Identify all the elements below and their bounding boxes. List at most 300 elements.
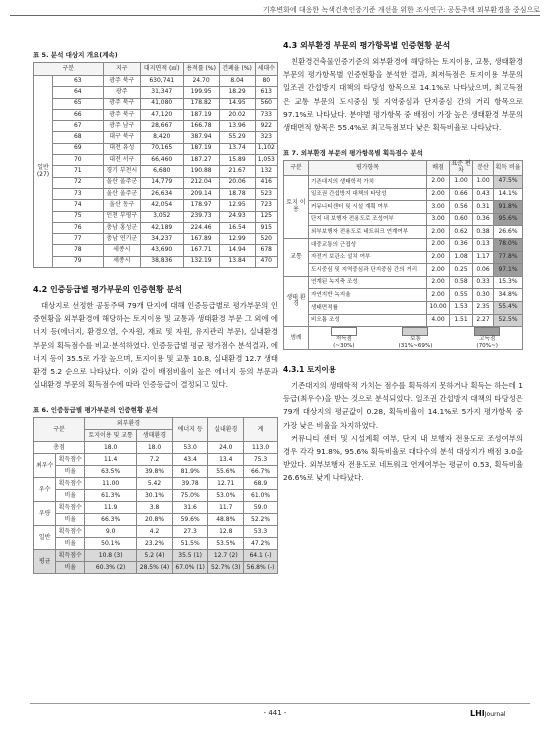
t5-cell: 16.54 [219, 222, 255, 233]
t5-cell: 74 [53, 200, 104, 211]
table5 [33, 62, 278, 268]
t5-cell: 13.74 [219, 143, 255, 154]
t5-cell: 78 [53, 245, 104, 256]
t5-cell: 209.14 [183, 188, 219, 199]
t5-cell: 울산 울주군 [103, 177, 140, 188]
t5-cell: 76 [53, 222, 104, 233]
t5-cell: 울산 울주군 [103, 188, 140, 199]
t7-item-cell: 비오톱 조성 [309, 314, 427, 327]
t6-cell: 59.0 [244, 502, 278, 514]
t7-cell: 34.8% [494, 289, 523, 302]
t5-cell: 178.97 [183, 200, 219, 211]
t5-row [34, 166, 278, 177]
t5-cell: 63 [53, 76, 104, 87]
logo-sub: Journal [484, 711, 506, 718]
t7-cell: 0.30 [473, 289, 494, 302]
t6-total-cell: 113.0 [244, 442, 278, 454]
t7-cell: 2.00 [427, 251, 450, 264]
t6-total-cell: 18.0 [137, 442, 173, 454]
t7-row [284, 176, 523, 189]
t5-cell: 경기 부천시 [103, 166, 140, 177]
t5-cell: 24.70 [183, 76, 219, 87]
t5-cell: 38,836 [140, 256, 183, 267]
t5-cell: 166.78 [183, 121, 219, 132]
t6-cell: 47.2% [244, 538, 278, 550]
t7-row [284, 264, 523, 277]
t7-header-ratio: 획득 비율 [494, 161, 523, 176]
t6-row [34, 514, 278, 526]
t5-cell: 20.06 [219, 177, 255, 188]
t5-row [34, 211, 278, 222]
t6-cell: 비율 [56, 562, 85, 574]
t5-header-site-area: 대지면적 (㎡) [140, 63, 183, 76]
t6-cell: 66.7% [244, 466, 278, 478]
t7-cell: 95.6% [494, 213, 523, 226]
t5-cell: 13.84 [219, 256, 255, 267]
section42-title: 4.2 인증등급별 평가부문의 인증현황 분석 [33, 285, 182, 295]
t7-cell: 0.62 [450, 226, 473, 239]
t6-row [34, 490, 278, 502]
t5-cell: 세종시 [103, 256, 140, 267]
t7-cell: 52.5% [494, 314, 523, 327]
t7-row [284, 251, 523, 264]
t5-cell: 67 [53, 121, 104, 132]
t7-cell: 1.51 [450, 314, 473, 327]
t5-cell: 8,420 [140, 132, 183, 143]
t6-cell: 4.2 [137, 526, 173, 538]
t5-cell: 42,054 [140, 200, 183, 211]
section431-body2: 커뮤니티 센터 및 시설계획 여부, 단지 내 보행자 전용도로 조성여부의 경우 각각 91.8%, 95.6% 획득비율로 대다수의 분석 대상지가 배점 3.0을 받았다. 외부보행자 전용도로 네트워크 연계여부는 평균이 0.53, 획득비율 26.6%로 낮게 나타났다. [283, 433, 523, 483]
t5-cell: 70 [53, 155, 104, 166]
t7-row [284, 226, 523, 239]
t5-cell: 6,680 [140, 166, 183, 177]
t7-cell: 55.4% [494, 301, 523, 314]
t6-group-label: 일반 [34, 526, 56, 550]
footer-rule [30, 703, 530, 704]
t7-cell: 0.33 [473, 276, 494, 289]
section42-body: 대상지로 선정한 공동주택 79개 단지에 대해 인증등급별로 평가부문의 인증현황을 외부환경에 해당하는 토지이용 및 교통과 생태환경 부문 그 외에 에너지 등(에너지, 환경오염, 수자원, 재료 및 자원, 유지관리 부문), 실내환경 부문의 획득점수를 비교·분석하였다. 인증등급별 평균 평가점수 분석결과, 에너지 등이 35.5로 가장 높으며, 토지이용 및 교통 10.8, 실내환경 12.7 생태환경 5.2 순으로 나타났다. 이와 같이 배점비율이 높은 에너지 등의 부문과 실내환경 부문의 획득점수에 따라 인증등급이 결정되고 있다. [33, 301, 278, 390]
t7-cell: 2.00 [427, 226, 450, 239]
t7-cell: 0.36 [450, 238, 473, 251]
t6-header-land-use: 토지이용 및 교통 [85, 430, 137, 442]
t6-row [34, 562, 278, 574]
t6-header-indoor: 실내환경 [208, 418, 244, 442]
t5-cell: 18.78 [219, 188, 255, 199]
t6-cell: 획득점수 [56, 454, 85, 466]
t6-cell: 28.5% (4) [137, 562, 173, 574]
t6-cell: 12.7 (2) [208, 550, 244, 562]
t5-cell: 77 [53, 234, 104, 245]
t6-cell: 61.0% [244, 490, 278, 502]
t5-cell: 충남 홍성군 [103, 222, 140, 233]
t5-cell: 80 [255, 76, 277, 87]
t7-cell: 2.00 [427, 176, 450, 189]
t5-cell: 66,460 [140, 155, 183, 166]
t5-cell: 14.94 [219, 245, 255, 256]
t7-cell: 97.1% [494, 264, 523, 277]
legend-high-range: (70%~) [476, 342, 498, 349]
t5-cell: 42,189 [140, 222, 183, 233]
t6-header-category: 구분 [34, 418, 85, 442]
t6-cell: 27.3 [172, 526, 208, 538]
t6-row [34, 478, 278, 490]
t7-row [284, 301, 523, 314]
t7-cell: 0.25 [450, 264, 473, 277]
t7-cell: 3.00 [427, 201, 450, 214]
t6-cell: 81.9% [172, 466, 208, 478]
t6-cell: 64.1 (-) [244, 550, 278, 562]
t6-cell: 39.8% [137, 466, 173, 478]
t7-cell: 10.00 [427, 301, 450, 314]
t5-row [34, 200, 278, 211]
t7-item-cell: 커뮤니티센터 및 시설 계획 여부 [309, 201, 427, 214]
t7-cell: 2.35 [473, 301, 494, 314]
t6-header-energy: 에너지 등 [172, 418, 208, 442]
t7-cell: 1.00 [473, 176, 494, 189]
t6-cell: 75.0% [172, 490, 208, 502]
t6-cell: 53.0% [208, 490, 244, 502]
t6-cell: 66.3% [85, 514, 137, 526]
t7-cell: 0.31 [473, 201, 494, 214]
t6-cell: 12.8 [208, 526, 244, 538]
t6-row [34, 538, 278, 550]
t7-header-category: 구분 [284, 161, 309, 176]
t5-cell: 12.95 [219, 200, 255, 211]
t6-cell: 11.9 [85, 502, 137, 514]
t5-cell: 66 [53, 109, 104, 120]
t6-cell: 52.7% (3) [208, 562, 244, 574]
t5-cell: 15.89 [219, 155, 255, 166]
t5-cell: 65 [53, 98, 104, 109]
t5-cell: 523 [255, 188, 277, 199]
t5-cell: 21.67 [219, 166, 255, 177]
t7-cell: 1.53 [450, 301, 473, 314]
t6-cell: 43.4 [172, 454, 208, 466]
t7-group-label: 교통 [284, 238, 309, 276]
t6-cell: 56.8% (-) [244, 562, 278, 574]
t7-cell: 0.36 [473, 213, 494, 226]
t6-cell: 7.2 [137, 454, 173, 466]
t6-total-row [34, 442, 278, 454]
t5-cell: 187.19 [183, 143, 219, 154]
t7-cell: 26.6% [494, 226, 523, 239]
t6-cell: 60.3% (2) [85, 562, 137, 574]
t6-cell: 52.2% [244, 514, 278, 526]
t7-legend-cell [309, 327, 523, 350]
section43-body: 친환경건축물인증기준의 외부환경에 해당하는 토지이용, 교통, 생태환경 부문의 평가항목별 인증현황을 분석한 결과, 최저득점은 토지이용 부문의 일조권 간섭방지 대책의 타당성 항목으로 14.1%로 나타났으며, 최고득점은 교통 부문의 도시중심 및 지역중심과 단지중심 간의 거리 항목으로 97.1%로 나타났다. 분야별 평가항목 중 배점이 가장 높은 생태환경 부문의 생태면적 항목은 55.4%로 최고득점보다 낮은 획득비율로 나타났다. [283, 57, 523, 133]
t5-cell: 323 [255, 132, 277, 143]
t7-cell: 14.1% [494, 188, 523, 201]
t6-group-label: 평균 [34, 550, 56, 574]
t5-cell: 28,667 [140, 121, 183, 132]
t6-cell: 5.42 [137, 478, 173, 490]
table5-caption: 표 5. 분석 대상지 개요(계속) [33, 51, 118, 59]
t6-cell: 55.6% [208, 466, 244, 478]
t5-cell: 18.29 [219, 87, 255, 98]
section43-title: 4.3 외부환경 부문의 평가항목별 인증현황 분석 [283, 41, 451, 50]
t6-cell: 11.00 [85, 478, 137, 490]
t6-cell: 20.8% [137, 514, 173, 526]
t7-cell: 2.00 [427, 188, 450, 201]
t5-cell: 12.99 [219, 234, 255, 245]
t6-total-cell: 18.0 [85, 442, 137, 454]
t7-cell: 2.00 [427, 238, 450, 251]
t5-group-label: 일반 (27) [34, 76, 53, 268]
t7-cell: 2.00 [427, 264, 450, 277]
legend-high-name: 고득점 [479, 336, 496, 343]
t5-cell: 13.96 [219, 121, 255, 132]
t5-cell: 212.04 [183, 177, 219, 188]
t5-cell: 69 [53, 143, 104, 154]
t7-group-label: 토지 이용 [284, 176, 309, 239]
t6-header-ecology: 생태환경 [137, 430, 173, 442]
journal-logo [470, 709, 506, 718]
t5-header-category: 구분 [34, 63, 104, 76]
t5-cell: 14.95 [219, 98, 255, 109]
t6-row [34, 550, 278, 562]
t5-row [34, 121, 278, 132]
t6-cell: 35.5 (1) [172, 550, 208, 562]
t6-cell: 67.0% (1) [172, 562, 208, 574]
t5-cell: 대전 서구 [103, 155, 140, 166]
t7-row [284, 213, 523, 226]
t5-cell: 41,080 [140, 98, 183, 109]
t7-cell: 78.0% [494, 238, 523, 251]
t5-cell: 세종시 [103, 245, 140, 256]
t5-row [34, 188, 278, 199]
logo-text: LHI [470, 709, 485, 718]
t7-item-cell: 생태면적률 [309, 301, 427, 314]
t7-cell: 1.08 [450, 251, 473, 264]
table6-body [34, 442, 278, 574]
t6-cell: 비율 [56, 538, 85, 550]
t5-cell: 47,120 [140, 109, 183, 120]
t6-cell: 비율 [56, 514, 85, 526]
t7-row [284, 276, 523, 289]
table5-body [34, 76, 278, 268]
t5-cell: 178.82 [183, 98, 219, 109]
t5-cell: 대구 북구 [103, 132, 140, 143]
t5-row [34, 98, 278, 109]
t6-cell: 31.6 [172, 502, 208, 514]
t5-cell: 68 [53, 132, 104, 143]
t6-cell: 39.78 [172, 478, 208, 490]
t6-cell: 53.3 [244, 526, 278, 538]
t7-cell: 47.5% [494, 176, 523, 189]
t6-total-cell: 총점 [34, 442, 85, 454]
t7-cell: 4.00 [427, 314, 450, 327]
t7-item-cell: 대중교통의 근접성 [309, 238, 427, 251]
t5-cell: 55.29 [219, 132, 255, 143]
legend-mid-name: 보통 [410, 336, 421, 343]
t6-group-label: 우수 [34, 478, 56, 502]
t5-cell: 132 [255, 166, 277, 177]
t7-group-label: 생태 환경 [284, 276, 309, 326]
t6-total-cell: 53.0 [172, 442, 208, 454]
t7-cell: 0.66 [450, 188, 473, 201]
header-rule [10, 15, 540, 16]
t7-cell: 0.13 [473, 238, 494, 251]
legend-high-swatch [474, 327, 500, 336]
t6-cell: 59.6% [172, 514, 208, 526]
t5-cell: 1,102 [255, 143, 277, 154]
t5-cell: 922 [255, 121, 277, 132]
t5-row [34, 143, 278, 154]
t6-cell: 23.2% [137, 538, 173, 550]
t5-row [34, 155, 278, 166]
t5-cell: 34,237 [140, 234, 183, 245]
t7-header-points: 배점 [427, 161, 450, 176]
t5-cell: 239.73 [183, 211, 219, 222]
running-header: 기후변화에 대응한 녹색건축인증기준 개선을 위한 조사연구: 공동주택 외부환경을 중심으로 [262, 6, 540, 14]
t6-total-cell: 24.0 [208, 442, 244, 454]
table7-caption: 표 7. 외부환경 부문의 평가항목별 획득점수 분석 [283, 149, 423, 158]
legend-high [474, 327, 500, 349]
t5-cell: 72 [53, 177, 104, 188]
t5-cell: 132.19 [183, 256, 219, 267]
t5-cell: 대전 유성 [103, 143, 140, 154]
t5-cell: 64 [53, 87, 104, 98]
t7-cell: 0.60 [450, 213, 473, 226]
t7-cell: 0.06 [473, 264, 494, 277]
t7-header-stddev: 표준 편차 [451, 160, 471, 175]
t5-cell: 560 [255, 98, 277, 109]
t6-cell: 9.0 [85, 526, 137, 538]
t7-item-cell: 외부보행자 전용도로 네트워크 연계여부 [309, 226, 427, 239]
t5-cell: 125 [255, 211, 277, 222]
t6-cell: 비율 [56, 466, 85, 478]
t5-cell: 3,052 [140, 211, 183, 222]
t7-item-cell: 기존대지의 생태학적 가치 [309, 176, 427, 189]
t5-cell: 14,779 [140, 177, 183, 188]
t5-cell: 187.19 [183, 109, 219, 120]
t5-cell: 167.71 [183, 245, 219, 256]
t5-cell: 613 [255, 87, 277, 98]
t7-cell: 15.3% [494, 276, 523, 289]
t7-item-cell: 자연지반 녹지율 [309, 289, 427, 302]
t5-cell: 190.88 [183, 166, 219, 177]
t6-cell: 11.7 [208, 502, 244, 514]
t5-row [34, 76, 278, 87]
t5-header-district: 지구 [103, 63, 140, 76]
legend-low-name: 저득점 [335, 336, 352, 343]
t6-cell: 획득점수 [56, 502, 85, 514]
t5-cell: 인천 부평구 [103, 211, 140, 222]
t5-cell: 8.04 [219, 76, 255, 87]
t5-row [34, 222, 278, 233]
t5-cell: 167.89 [183, 234, 219, 245]
t5-cell: 24.93 [219, 211, 255, 222]
t5-cell: 387.94 [183, 132, 219, 143]
t7-cell: 2.00 [427, 289, 450, 302]
t5-cell: 520 [255, 234, 277, 245]
t7-row [284, 238, 523, 251]
t7-cell: 1.17 [473, 251, 494, 264]
left-column [33, 50, 278, 574]
t7-cell: 2.00 [427, 276, 450, 289]
t5-cell: 199.95 [183, 87, 219, 98]
t5-row [34, 245, 278, 256]
t7-item-cell: 연계된 녹지축 조성 [309, 276, 427, 289]
t7-item-cell: 단지 내 보행자 전용도로 조성여부 [309, 213, 427, 226]
t6-row [34, 502, 278, 514]
t6-cell: 51.5% [172, 538, 208, 550]
t5-cell: 79 [53, 256, 104, 267]
t5-cell: 광주 북구 [103, 76, 140, 87]
t7-row [284, 314, 523, 327]
page-number: - 441 - [263, 709, 287, 717]
t5-cell: 678 [255, 245, 277, 256]
legend-low [331, 327, 357, 349]
t5-cell: 75 [53, 211, 104, 222]
t6-cell: 63.5% [85, 466, 137, 478]
t6-cell: 비율 [56, 490, 85, 502]
t7-cell: 1.00 [450, 176, 473, 189]
t6-cell: 5.2 (4) [137, 550, 173, 562]
t7-cell: 0.43 [473, 188, 494, 201]
t5-row [34, 132, 278, 143]
t5-cell: 31,347 [140, 87, 183, 98]
t6-cell: 75.3 [244, 454, 278, 466]
t6-cell: 68.9 [244, 478, 278, 490]
t7-item-cell: 일조권 간섭방지 대책의 타당성 [309, 188, 427, 201]
t5-cell: 224.46 [183, 222, 219, 233]
t6-row [34, 466, 278, 478]
t5-row [34, 177, 278, 188]
t7-row [284, 289, 523, 302]
t5-header-far: 용적률 (%) [183, 63, 219, 76]
t7-item-cell: 도시중심 및 지역중심과 단지중심 간의 거리 [309, 264, 427, 277]
t6-header-outdoor: 외부환경 [85, 418, 173, 430]
t5-cell: 416 [255, 177, 277, 188]
section431-title: 4.3.1 토지이용 [283, 364, 336, 374]
section431-body1: 기존대지의 생태학적 가치는 점수를 획득하지 못하거나 획득는 하는데 1등급(최우수)을 받는 것으로 분석되었다. 일조권 간섭방지 대책의 타당성은 79개 대상지의 평균값이 0.28, 획득비율이 14.1%로 5가지 평가항목 중 가장 낮은 비율을 차지하였다. [283, 380, 523, 430]
t7-cell: 91.8% [494, 201, 523, 214]
t6-header-total: 계 [244, 418, 278, 442]
t5-cell: 광주 북구 [103, 109, 140, 120]
t7-cell: 0.38 [473, 226, 494, 239]
t7-item-cell: 자전거 보관소 설치 여부 [309, 251, 427, 264]
t7-row [284, 201, 523, 214]
t6-cell: 13.4 [208, 454, 244, 466]
t6-group-label: 최우수 [34, 454, 56, 478]
t5-cell: 70,165 [140, 143, 183, 154]
t6-row [34, 526, 278, 538]
t5-cell: 723 [255, 200, 277, 211]
t5-row [34, 234, 278, 245]
t5-cell: 71 [53, 166, 104, 177]
t6-cell: 48.8% [208, 514, 244, 526]
legend-low-range: (~30%) [333, 342, 355, 349]
legend-low-swatch [331, 327, 357, 336]
t6-cell: 30.1% [137, 490, 173, 502]
t5-cell: 1,053 [255, 155, 277, 166]
t5-cell: 187.27 [183, 155, 219, 166]
t6-cell: 50.1% [85, 538, 137, 550]
t7-cell: 0.55 [450, 289, 473, 302]
t5-row [34, 256, 278, 267]
t6-cell: 획득점수 [56, 550, 85, 562]
t7-cell: 2.27 [473, 314, 494, 327]
t5-cell: 733 [255, 109, 277, 120]
t5-cell: 470 [255, 256, 277, 267]
t6-cell: 10.8 (3) [85, 550, 137, 562]
t5-cell: 광주 북구 [103, 98, 140, 109]
t7-header-variance: 분산 [473, 161, 494, 176]
t7-cell: 3.00 [427, 213, 450, 226]
table7-body [284, 176, 523, 327]
right-column [283, 40, 523, 485]
